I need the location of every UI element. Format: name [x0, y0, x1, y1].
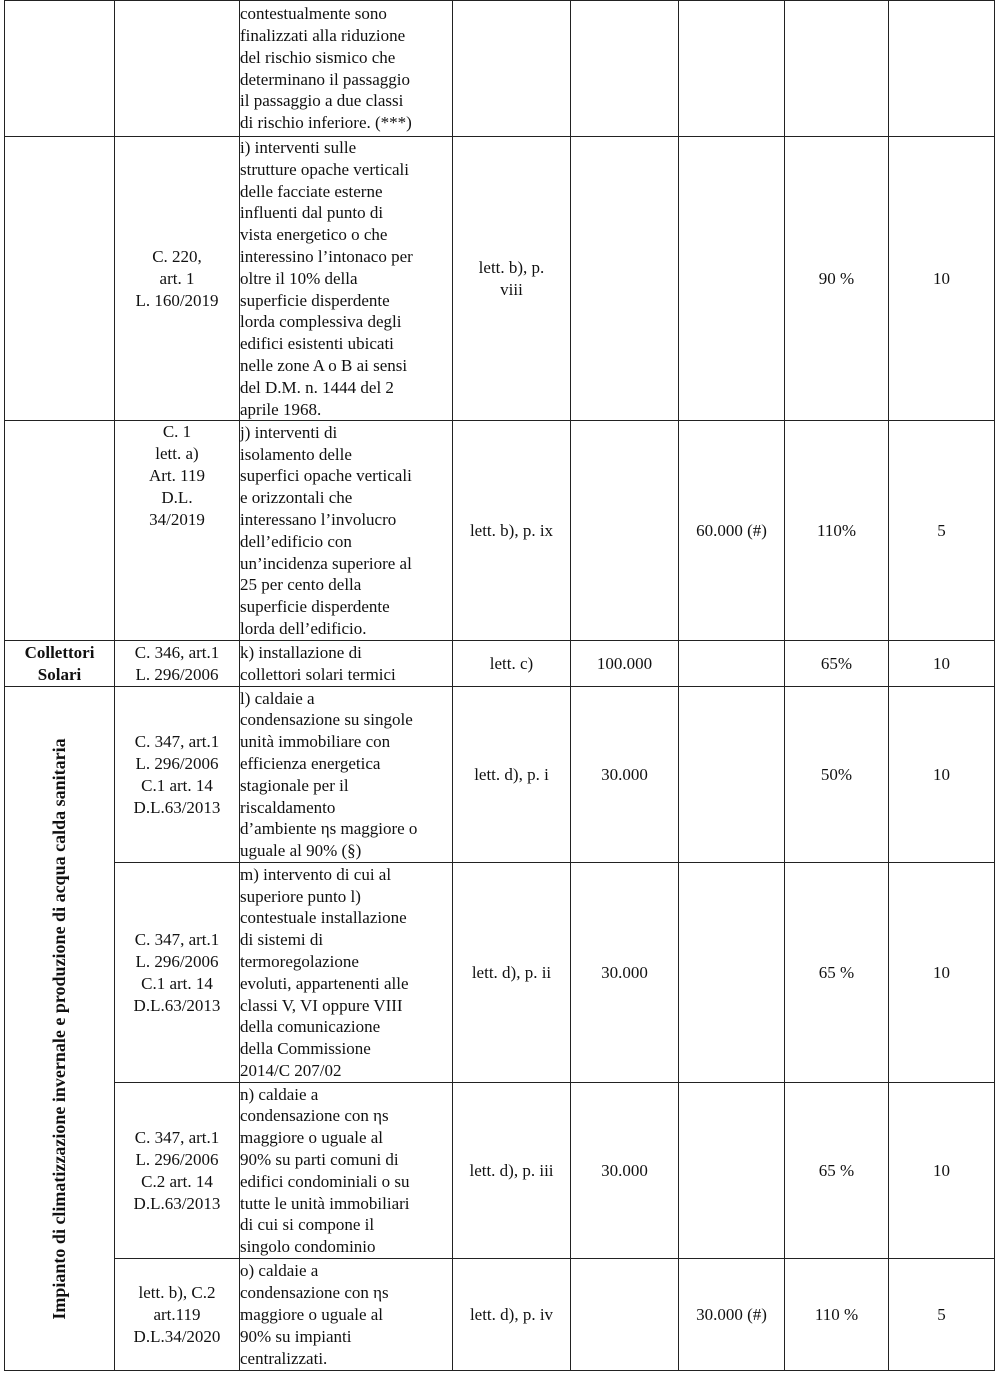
description-cell: contestualmente sono finalizzati alla riduzione del rischio sismico che determinano il passaggio il passaggio a due classi di rischio inferiore. (***) — [240, 1, 453, 137]
percentage-cell: 110% — [785, 421, 889, 641]
norm-cell: lett. b), C.2 art.119 D.L.34/2020 — [115, 1259, 240, 1371]
limit-cell — [571, 137, 679, 421]
years-cell: 5 — [889, 421, 995, 641]
limit-superbonus-cell — [679, 1, 785, 137]
norm-cell: C. 347, art.1 L. 296/2006 C.1 art. 14 D.L.63/2013 — [115, 863, 240, 1083]
years-cell: 10 — [889, 863, 995, 1083]
limit-superbonus-cell — [679, 641, 785, 687]
years-cell: 10 — [889, 1083, 995, 1259]
table-row — [5, 641, 995, 687]
category-cell-empty — [5, 1, 115, 137]
limit-superbonus-cell — [679, 137, 785, 421]
incentives-table — [4, 0, 995, 1371]
years-cell: 10 — [889, 137, 995, 421]
limit-cell — [571, 421, 679, 641]
description-cell: m) intervento di cui al superiore punto l) contestuale installazione di sistemi di termoregolazione evoluti, appartenenti alle classi V, VI oppure VIII della comunicazione della Commissione 2014/C 207/02 — [240, 863, 453, 1083]
category-cell: Collettori Solari — [5, 641, 115, 687]
letter-cell: lett. d), p. i — [453, 687, 571, 863]
table-row — [5, 863, 995, 1083]
description-cell: j) interventi di isolamento delle superfici opache verticali e orizzontali che interessano l’involucro dell’edificio con un’incidenza superiore al 25 per cento della superficie disperdente lorda dell’edificio. — [240, 421, 453, 641]
description-cell: k) installazione di collettori solari termici — [240, 641, 453, 687]
limit-cell: 30.000 — [571, 863, 679, 1083]
limit-cell: 100.000 — [571, 641, 679, 687]
category-cell-empty — [5, 137, 115, 421]
percentage-cell: 50% — [785, 687, 889, 863]
limit-cell — [571, 1, 679, 137]
percentage-cell: 65 % — [785, 1083, 889, 1259]
norm-cell: C. 220, art. 1 L. 160/2019 — [115, 137, 240, 421]
limit-superbonus-cell: 30.000 (#) — [679, 1259, 785, 1371]
letter-cell: lett. d), p. iii — [453, 1083, 571, 1259]
limit-superbonus-cell — [679, 863, 785, 1083]
years-cell: 10 — [889, 687, 995, 863]
norm-cell: C. 347, art.1 L. 296/2006 C.2 art. 14 D.L.63/2013 — [115, 1083, 240, 1259]
years-cell: 5 — [889, 1259, 995, 1371]
limit-superbonus-cell — [679, 687, 785, 863]
limit-cell: 30.000 — [571, 1083, 679, 1259]
limit-cell: 30.000 — [571, 687, 679, 863]
table-row — [5, 1259, 995, 1371]
letter-cell: lett. c) — [453, 641, 571, 687]
limit-cell — [571, 1259, 679, 1371]
letter-cell: lett. b), p. ix — [453, 421, 571, 641]
description-cell: i) interventi sulle strutture opache verticali delle facciate esterne influenti dal punto di vista energetico o che interessino l’intonaco per oltre il 10% della superficie disperdente lorda complessiva degli edifici esistenti ubicati nelle zone A o B ai sensi del D.M. n. 1444 del 2 aprile 1968. — [240, 137, 453, 421]
table-row — [5, 1083, 995, 1259]
limit-superbonus-cell: 60.000 (#) — [679, 421, 785, 641]
norm-cell — [115, 1, 240, 137]
table-row — [5, 137, 995, 421]
description-cell: l) caldaie a condensazione su singole unità immobiliare con efficienza energetica stagionale per il riscaldamento d’ambiente ηs maggiore o uguale al 90% (§) — [240, 687, 453, 863]
category-cell-empty — [5, 421, 115, 641]
norm-cell: C. 346, art.1 L. 296/2006 — [115, 641, 240, 687]
percentage-cell: 65% — [785, 641, 889, 687]
description-cell: n) caldaie a condensazione con ηs maggiore o uguale al 90% su parti comuni di edifici condominiali o su tutte le unità immobiliari di cui si compone il singolo condominio — [240, 1083, 453, 1259]
percentage-cell: 65 % — [785, 863, 889, 1083]
category-cell-vertical — [5, 687, 115, 1371]
table-row — [5, 1, 995, 137]
letter-cell — [453, 1, 571, 137]
table-row — [5, 421, 995, 641]
letter-cell: lett. d), p. iv — [453, 1259, 571, 1371]
years-cell — [889, 1, 995, 137]
years-cell: 10 — [889, 641, 995, 687]
percentage-cell — [785, 1, 889, 137]
letter-cell: lett. d), p. ii — [453, 863, 571, 1083]
limit-superbonus-cell — [679, 1083, 785, 1259]
letter-cell: lett. b), p. viii — [453, 137, 571, 421]
norm-cell: C. 347, art.1 L. 296/2006 C.1 art. 14 D.L.63/2013 — [115, 687, 240, 863]
vertical-category-label: Impianto di climatizzazione invernale e produzione di acqua calda sanitaria — [48, 738, 69, 1320]
norm-cell: C. 1 lett. a) Art. 119 D.L. 34/2019 — [115, 421, 240, 641]
description-cell: o) caldaie a condensazione con ηs maggiore o uguale al 90% su impianti centralizzati. — [240, 1259, 453, 1371]
table-row — [5, 687, 995, 863]
percentage-cell: 90 % — [785, 137, 889, 421]
percentage-cell: 110 % — [785, 1259, 889, 1371]
